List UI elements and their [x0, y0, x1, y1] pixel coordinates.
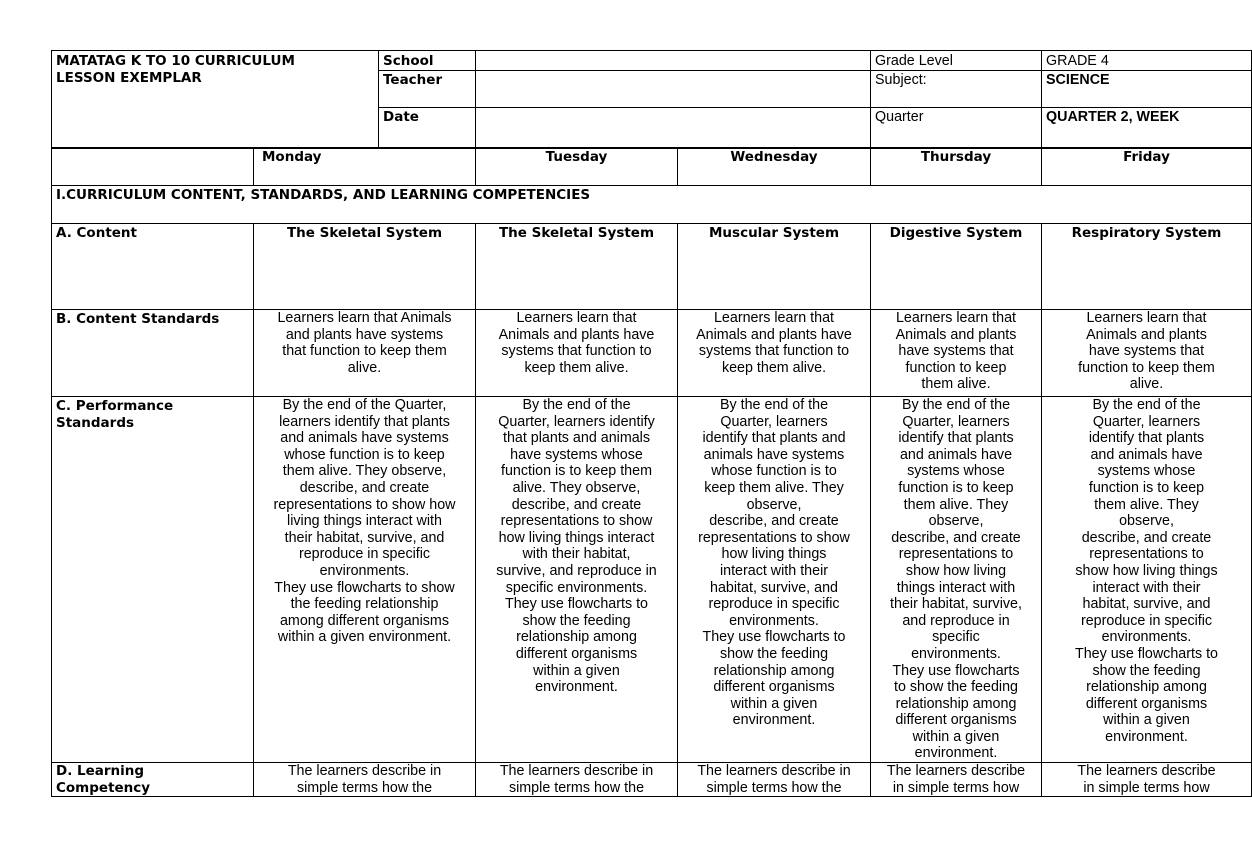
learning-competency-friday: The learners describe in simple terms how	[1042, 763, 1252, 797]
learning-competency-tuesday: The learners describe in simple terms how the	[476, 763, 678, 797]
day-wednesday: Wednesday	[678, 148, 871, 186]
content-row	[52, 224, 1252, 310]
curriculum-title-line1: MATATAG K TO 10 CURRICULUM	[56, 53, 295, 69]
content-standards-tuesday: Learners learn that Animals and plants have systems that function to keep them alive.	[476, 310, 678, 397]
content-tuesday: The Skeletal System	[476, 224, 678, 310]
days-row	[52, 148, 1252, 186]
learning-competency-monday: The learners describe in simple terms how the	[254, 763, 476, 797]
lesson-table	[51, 147, 1252, 797]
section-heading-row	[52, 186, 1252, 224]
learning-competency-thursday: The learners describe in simple terms how	[871, 763, 1042, 797]
curriculum-title-line2: LESSON EXEMPLAR	[56, 69, 202, 86]
date-field[interactable]	[476, 108, 871, 149]
teacher-label: Teacher	[379, 71, 476, 108]
content-label: A. Content	[52, 224, 254, 310]
content-friday: Respiratory System	[1042, 224, 1252, 310]
day-friday: Friday	[1042, 148, 1252, 186]
curriculum-title	[52, 51, 379, 149]
quarter-value: QUARTER 2, WEEK	[1042, 108, 1252, 149]
header-table	[51, 50, 1252, 149]
date-label: Date	[379, 108, 476, 149]
days-corner-cell	[52, 148, 254, 186]
grade-level-value: GRADE 4	[1042, 51, 1252, 71]
school-field[interactable]	[476, 51, 871, 71]
teacher-field[interactable]	[476, 71, 871, 108]
subject-value: SCIENCE	[1042, 71, 1252, 108]
performance-standards-friday: By the end of the Quarter, learners identify that plants and animals have systems whose function is to keep them alive. They observe, describe, and create representations to show how living things interact with their habitat, survive, and reproduce in specific environments. They use flowcharts to show the feeding relationship among different organisms within a given environment.	[1042, 397, 1252, 763]
learning-competency-row	[52, 763, 1252, 797]
grade-level-label: Grade Level	[871, 51, 1042, 71]
day-thursday: Thursday	[871, 148, 1042, 186]
content-standards-label: B. Content Standards	[52, 310, 254, 397]
learning-competency-wednesday: The learners describe in simple terms how the	[678, 763, 871, 797]
section-heading: I.CURRICULUM CONTENT, STANDARDS, AND LEARNING COMPETENCIES	[52, 186, 1252, 224]
performance-standards-wednesday: By the end of the Quarter, learners identify that plants and animals have systems whose function is to keep them alive. They observe, describe, and create representations to show how living things interact with their habitat, survive, and reproduce in specific environments. They use flowcharts to show the feeding relationship among different organisms within a given environment.	[678, 397, 871, 763]
performance-standards-thursday: By the end of the Quarter, learners identify that plants and animals have systems whose function is to keep them alive. They observe, describe, and create representations to show how living things interact with their habitat, survive, and reproduce in specific environments. They use flowcharts to show the feeding relationship among different organisms within a given environment.	[871, 397, 1042, 763]
performance-standards-tuesday: By the end of the Quarter, learners identify that plants and animals have systems whose function is to keep them alive. They observe, describe, and create representations to show how living things interact with their habitat, survive, and reproduce in specific environments. They use flowcharts to show the feeding relationship among different organisms within a given environment.	[476, 397, 678, 763]
content-monday: The Skeletal System	[254, 224, 476, 310]
content-wednesday: Muscular System	[678, 224, 871, 310]
content-standards-thursday: Learners learn that Animals and plants have systems that function to keep them alive.	[871, 310, 1042, 397]
performance-standards-label: C. Performance Standards	[52, 397, 254, 763]
day-tuesday: Tuesday	[476, 148, 678, 186]
school-label: School	[379, 51, 476, 71]
content-standards-row	[52, 310, 1252, 397]
content-thursday: Digestive System	[871, 224, 1042, 310]
content-standards-wednesday: Learners learn that Animals and plants have systems that function to keep them alive.	[678, 310, 871, 397]
day-monday: Monday	[254, 148, 476, 186]
subject-label: Subject:	[871, 71, 1042, 108]
quarter-label: Quarter	[871, 108, 1042, 149]
content-standards-monday: Learners learn that Animals and plants have systems that function to keep them alive.	[254, 310, 476, 397]
performance-standards-monday: By the end of the Quarter, learners identify that plants and animals have systems whose function is to keep them alive. They observe, describe, and create representations to show how living things interact with their habitat, survive, and reproduce in specific environments. They use flowcharts to show the feeding relationship among different organisms within a given environment.	[254, 397, 476, 763]
performance-standards-row	[52, 397, 1252, 763]
learning-competency-label: D. Learning Competency	[52, 763, 254, 797]
content-standards-friday: Learners learn that Animals and plants have systems that function to keep them alive.	[1042, 310, 1252, 397]
